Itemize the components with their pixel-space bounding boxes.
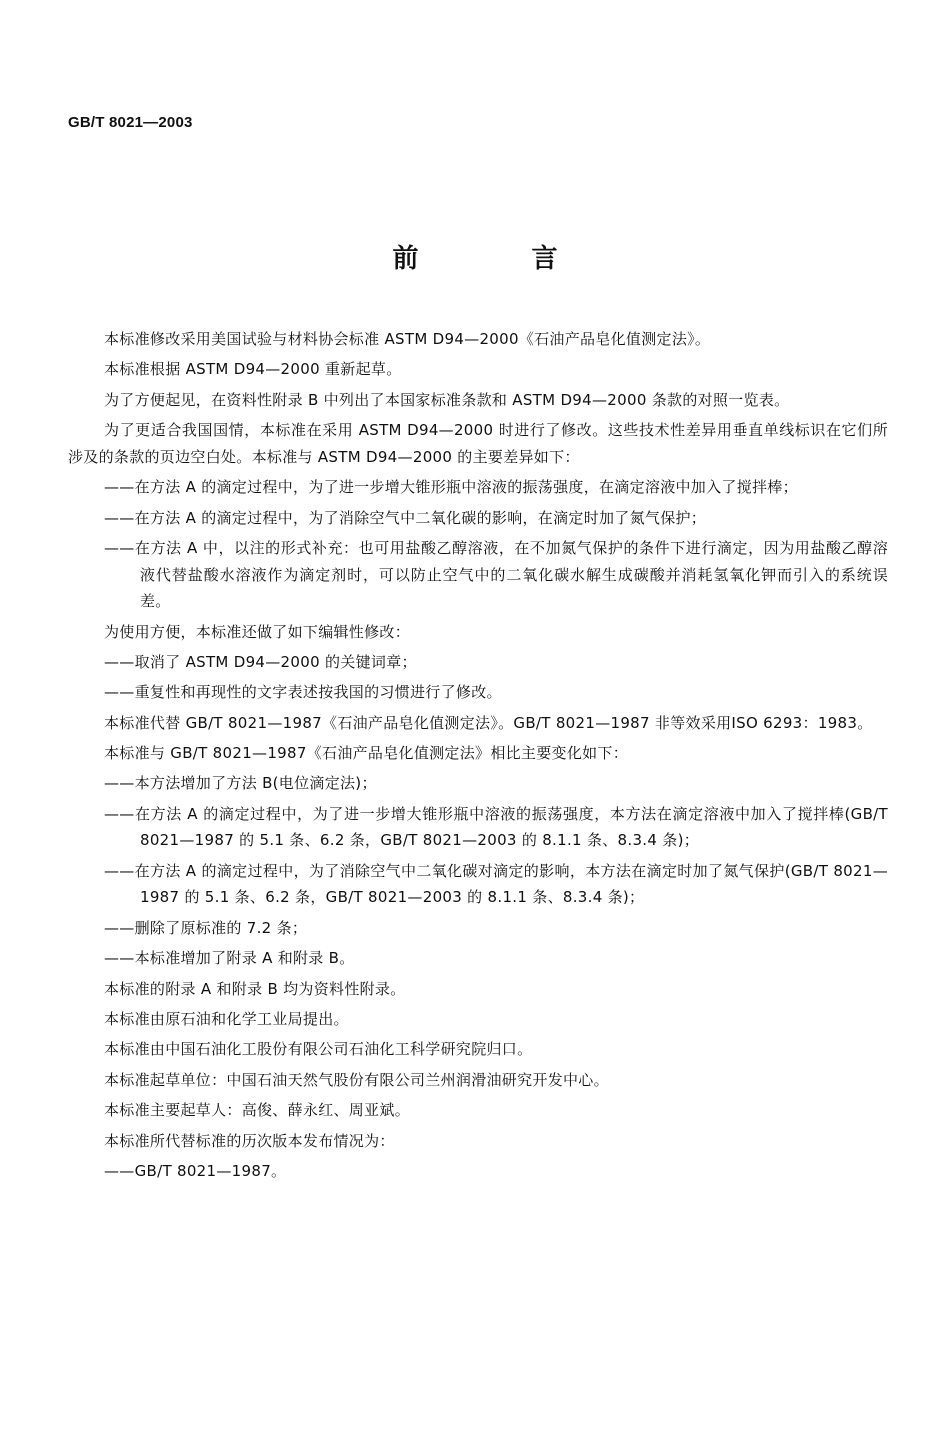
paragraph: 本标准主要起草人：高俊、薛永红、周亚斌。 — [104, 1101, 411, 1120]
standard-code: GB/T 8021—2003 — [68, 114, 193, 131]
list-item: ——GB/T 8021—1987。 — [104, 1161, 287, 1180]
list-item: ——取消了 ASTM D94—2000 的关键词章； — [104, 652, 417, 671]
page-title: 前 言 — [392, 244, 610, 274]
list-item: ——在方法 A 的滴定过程中，为了进一步增大锥形瓶中溶液的振荡强度，在滴定溶液中加入了搅拌棒； — [104, 478, 798, 497]
paragraph: 本标准起草单位：中国石油天然气股份有限公司兰州润滑油研究开发中心。 — [104, 1070, 609, 1089]
list-item: ——本标准增加了附录 A 和附录 B。 — [104, 949, 355, 968]
list-item: ——删除了原标准的 7.2 条； — [104, 918, 308, 937]
paragraph: 为了方便起见，在资料性附录 B 中列出了本国家标准条款和 ASTM D94—2000 条款的对照一览表。 — [104, 390, 790, 409]
foreword-body — [68, 326, 888, 1188]
paragraph: 本标准由中国石油化工股份有限公司石油化工科学研究院归口。 — [104, 1040, 533, 1059]
list-item: ——在方法 A 中，以注的形式补充：也可用盐酸乙醇溶液，在不加氮气保护的条件下进行滴定，因为用盐酸乙醇溶液代替盐酸水溶液作为滴定剂时，可以防止空气中的二氧化碳水解生成碳酸并消耗氢氧化钾而引入的系统误差。 — [104, 538, 888, 611]
list-item: ——本方法增加了方法 B(电位滴定法)； — [104, 774, 377, 793]
list-item: ——重复性和再现性的文字表述按我国的习惯进行了修改。 — [104, 683, 502, 702]
paragraph: 本标准由原石油和化学工业局提出。 — [104, 1010, 349, 1028]
paragraph: 为使用方便，本标准还做了如下编辑性修改： — [104, 622, 411, 641]
list-item: ——在方法 A 的滴定过程中，为了消除空气中二氧化碳对滴定的影响，本方法在滴定时加了氮气保护(GB/T 8021—1987 的 5.1 条、6.2 条，GB/T 8021—2003 的 8.1.1 条、8.3.4 条)； — [104, 861, 888, 907]
paragraph: 本标准所代替标准的历次版本发布情况为： — [104, 1131, 395, 1150]
paragraph: 本标准根据 ASTM D94—2000 重新起草。 — [104, 360, 402, 379]
paragraph: 本标准的附录 A 和附录 B 均为资料性附录。 — [104, 979, 406, 998]
paragraph: 本标准与 GB/T 8021—1987《石油产品皂化值测定法》相比主要变化如下： — [104, 744, 629, 763]
paragraph: 本标准代替 GB/T 8021—1987《石油产品皂化值测定法》。GB/T 8021—1987 非等效采用ISO 6293：1983。 — [104, 713, 873, 732]
paragraph: 本标准修改采用美国试验与材料协会标准 ASTM D94—2000《石油产品皂化值测定法》。 — [104, 330, 711, 348]
paragraph: 为了更适合我国国情，本标准在采用 ASTM D94—2000 时进行了修改。这些技术性差异用垂直单线标识在它们所涉及的条款的页边空白处。本标准与 ASTM D94—2000 的主要差异如下： — [68, 421, 888, 466]
list-item: ——在方法 A 的滴定过程中，为了进一步增大锥形瓶中溶液的振荡强度，本方法在滴定溶液中加入了搅拌棒(GB/T 8021—1987 的 5.1 条、6.2 条，GB/T 8021—2003 的 8.1.1 条、8.3.4 条)； — [104, 804, 888, 850]
list-item: ——在方法 A 的滴定过程中，为了消除空气中二氧化碳的影响，在滴定时加了氮气保护； — [104, 508, 707, 527]
